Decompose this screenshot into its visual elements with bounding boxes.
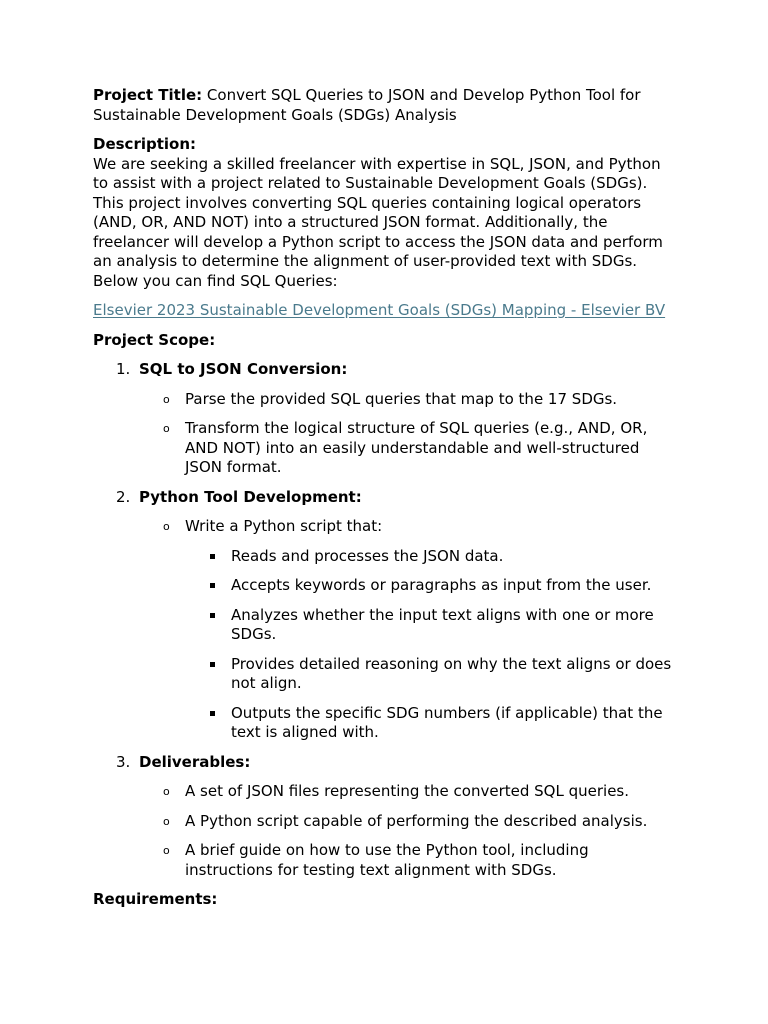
list-item-text: A brief guide on how to use the Python tool, including instructions for testing text alignment with SDGs. [185, 841, 589, 879]
nested-item-text: Provides detailed reasoning on why the text aligns or does not align. [231, 654, 672, 692]
list-item [139, 812, 678, 832]
list-item [139, 390, 678, 410]
section-title: Deliverables: [139, 752, 251, 771]
sql-queries-link[interactable]: Elsevier 2023 Sustainable Development Goals (SDGs) Mapping - Elsevier BV [93, 301, 666, 319]
list-item-text: A Python script capable of performing the described analysis. [185, 811, 648, 830]
description-heading: Description: [93, 135, 197, 153]
nested-item-text: Outputs the specific SDG numbers (if applicable) that the text is aligned with. [231, 703, 663, 741]
square-bullet-icon [210, 583, 215, 588]
circle-bullet-icon: o [163, 785, 170, 798]
section-number: 2. [116, 487, 131, 506]
list-item [139, 841, 678, 880]
section-items [139, 782, 678, 880]
nested-item-text: Accepts keywords or paragraphs as input from the user. [231, 576, 652, 594]
nested-item-text: Reads and processes the JSON data. [231, 546, 504, 565]
list-item-text: A set of JSON files representing the converted SQL queries. [185, 782, 630, 800]
square-bullet-icon [210, 613, 215, 618]
list-item-text: Write a Python script that: [185, 517, 383, 535]
project-title-text: Convert SQL Queries to JSON and Develop Python Tool for Sustainable Development Goals (SDGs) Analysis [93, 86, 641, 124]
list-item [139, 517, 678, 743]
description-text: We are seeking a skilled freelancer with expertise in SQL, JSON, and Python to assist with a project related to Sustainable Development Goals (SDGs). This project involves converting SQL queries containing logical operators (AND, OR, AND NOT) into a structured JSON format. Additionally, the freelancer will develop a Python script to access the JSON data and perform an analysis to determine the alignment of user-provided text with SDGs. Below you can find SQL Queries: [93, 154, 663, 290]
section-number: 3. [116, 752, 131, 771]
scope-list [93, 360, 678, 880]
section-number: 1. [116, 360, 131, 378]
section-title: SQL to JSON Conversion: [139, 360, 348, 378]
section-items [139, 517, 678, 743]
list-item-text: Parse the provided SQL queries that map to the 17 SDGs. [185, 389, 618, 408]
project-title-paragraph [93, 86, 678, 125]
scope-section-python-tool [93, 488, 678, 743]
list-item [139, 782, 678, 802]
list-item-text: Transform the logical structure of SQL queries (e.g., AND, OR, AND NOT) into an easily understandable and well-structured JSON format. [185, 419, 648, 476]
nested-list-item [185, 704, 678, 743]
project-scope-heading: Project Scope: [93, 330, 216, 349]
circle-bullet-icon: o [163, 520, 170, 533]
square-bullet-icon [210, 662, 215, 667]
requirements-heading: Requirements: [93, 890, 218, 908]
circle-bullet-icon: o [163, 392, 170, 406]
project-title-label: Project Title: [93, 86, 203, 104]
nested-item-text: Analyzes whether the input text aligns with one or more SDGs. [231, 605, 654, 643]
square-bullet-icon [210, 711, 215, 716]
nested-list-item [185, 576, 678, 596]
list-item [139, 419, 678, 478]
circle-bullet-icon: o [163, 422, 170, 435]
nested-list-item [185, 655, 678, 694]
circle-bullet-icon: o [163, 814, 170, 828]
nested-list-item [185, 606, 678, 645]
document-page [93, 86, 678, 910]
sql-queries-link-paragraph [93, 301, 678, 321]
scope-section-sql-to-json [93, 360, 678, 478]
section-items [139, 390, 678, 478]
nested-items [185, 547, 678, 743]
square-bullet-icon [210, 554, 215, 559]
circle-bullet-icon: o [163, 844, 170, 857]
section-title: Python Tool Development: [139, 487, 362, 506]
nested-list-item [185, 547, 678, 567]
scope-section-deliverables [93, 753, 678, 881]
